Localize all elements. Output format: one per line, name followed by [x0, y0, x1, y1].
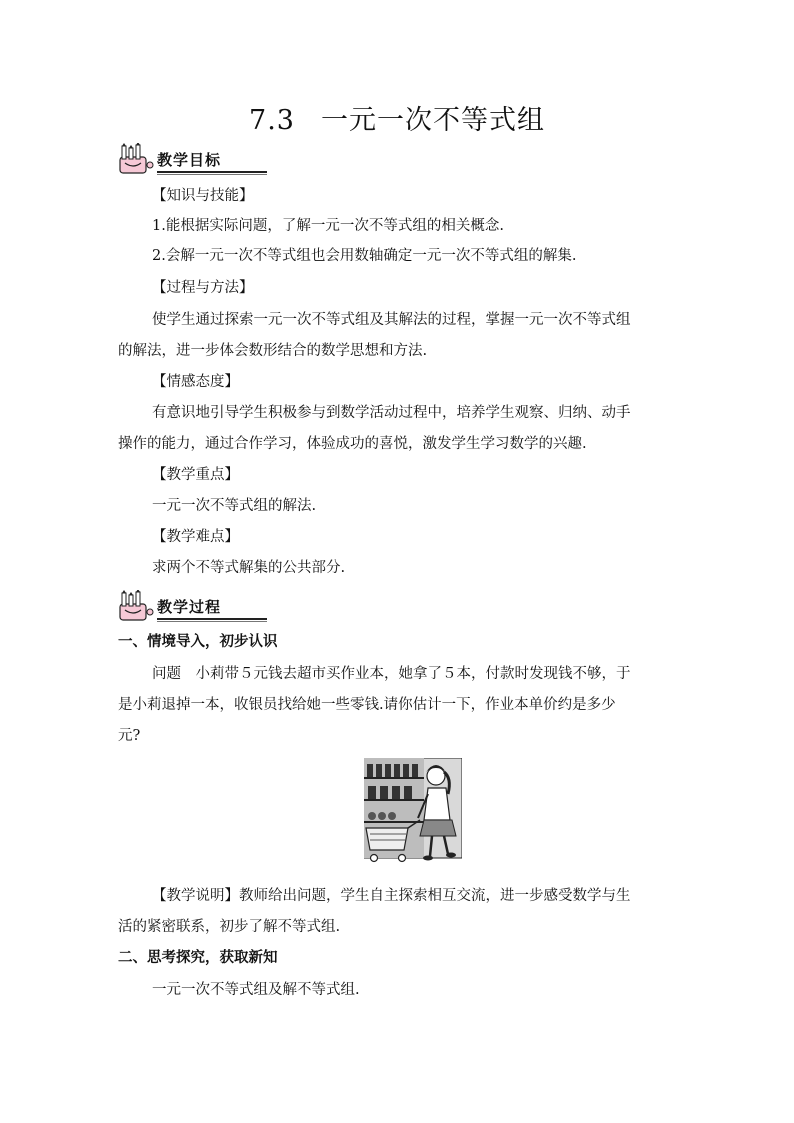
section-underline-thin [157, 174, 267, 175]
section-underline [157, 618, 267, 620]
process-line-1: 使学生通过探索一元一次不等式组及其解法的过程，掌握一元一次不等式组 [152, 312, 631, 328]
title-text: 一元一次不等式组 [320, 105, 545, 136]
emotion-line-1: 有意识地引导学生积极参与到数学活动过程中，培养学生观察、归纳、动手 [152, 405, 631, 421]
pencil-cup-icon [117, 143, 157, 175]
title-number: 7.3 [249, 105, 295, 136]
part1-line-1: 问题 小莉带５元钱去超市买作业本，她拿了５本，付款时发现钱不够，于 [152, 666, 631, 682]
part2-line-1: 一元一次不等式组及解不等式组. [152, 982, 360, 998]
section-underline-thin [157, 621, 267, 622]
knowledge-header: 【知识与技能】 [152, 188, 254, 204]
page-title [0, 98, 794, 137]
supermarket-illustration [364, 758, 462, 868]
section-header-process [117, 590, 267, 624]
emotion-header: 【情感态度】 [152, 374, 239, 390]
part2-heading: 二、思考探究，获取新知 [118, 950, 278, 966]
section-label: 教学过程 [157, 598, 222, 616]
pencil-cup-icon [117, 590, 157, 622]
knowledge-item-1: 1.能根据实际问题，了解一元一次不等式组的相关概念. [152, 218, 504, 234]
difficulty-text: 求两个不等式解集的公共部分. [152, 560, 346, 576]
process-header: 【过程与方法】 [152, 280, 254, 296]
knowledge-item-2: 2.会解一元一次不等式组也会用数轴确定一元一次不等式组的解集. [152, 248, 577, 264]
part1-heading: 一、情境导入，初步认识 [118, 634, 278, 650]
emotion-line-2: 操作的能力，通过合作学习，体验成功的喜悦，激发学生学习数学的兴趣. [118, 436, 587, 452]
note-line-2: 活的紧密联系，初步了解不等式组. [118, 919, 341, 935]
section-header-objectives [117, 143, 267, 177]
difficulty-header: 【教学难点】 [152, 529, 239, 545]
part1-line-2: 是小莉退掉一本，收银员找给她一些零钱.请你估计一下，作业本单价约是多少 [118, 697, 616, 713]
key-point-text: 一元一次不等式组的解法. [152, 498, 317, 514]
note-line-1: 【教学说明】教师给出问题，学生自主探索相互交流，进一步感受数学与生 [152, 888, 631, 904]
key-point-header: 【教学重点】 [152, 467, 239, 483]
part1-line-3: 元? [118, 728, 141, 744]
process-line-2: 的解法，进一步体会数形结合的数学思想和方法. [118, 343, 428, 359]
section-label: 教学目标 [157, 151, 222, 169]
section-underline [157, 171, 267, 173]
